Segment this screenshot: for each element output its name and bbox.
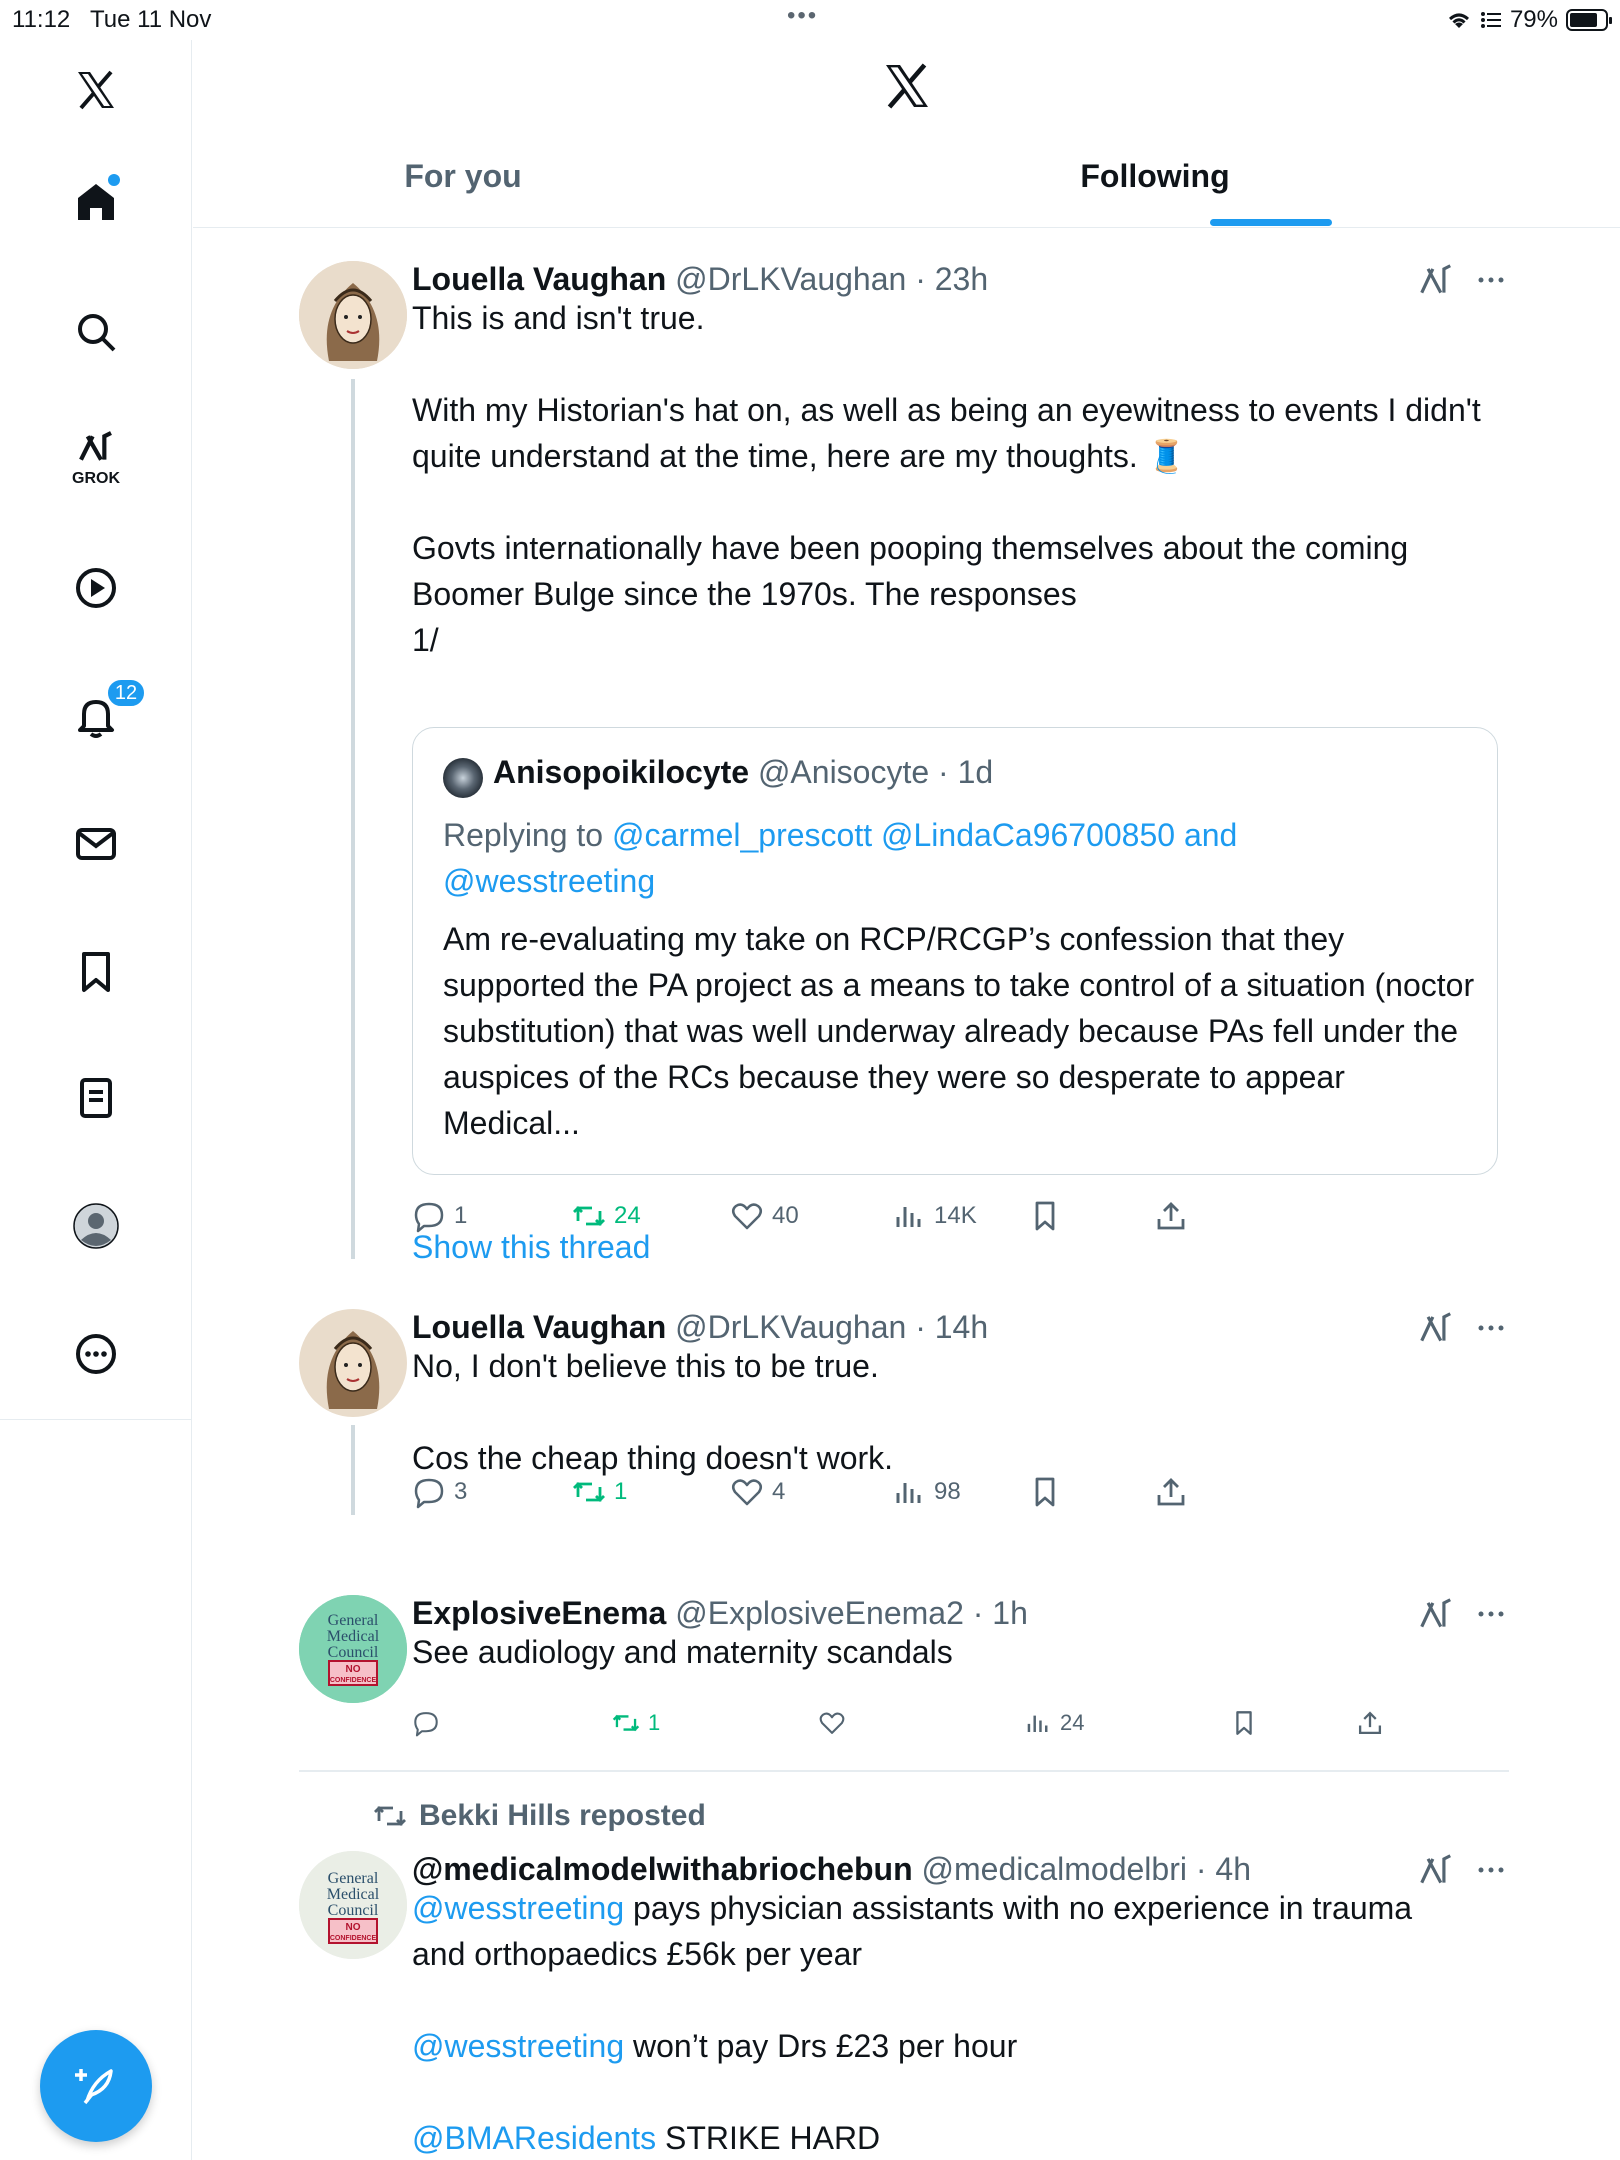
replying-prefix: Replying to — [443, 817, 612, 853]
share-button[interactable] — [1154, 1199, 1188, 1233]
more-options-icon[interactable] — [1473, 1596, 1509, 1632]
share-button[interactable] — [1356, 1709, 1384, 1737]
author-name[interactable]: Louella Vaughan — [412, 1309, 667, 1345]
post-text: This is and isn't true. With my Historian's hat on, as well as being an eyewitness to events I didn't quite understand at the time, here are my thoughts. 🧵 Govts internationally have been pooping themselves about the coming Boomer Bulge since the 1970s. The responses 1/ — [412, 300, 1481, 658]
post-top-icons — [1417, 261, 1509, 299]
like-button[interactable] — [730, 1475, 785, 1509]
avatar[interactable] — [299, 1851, 407, 1959]
status-date: Tue 11 Nov — [90, 6, 212, 33]
gmc-no-confidence-logo — [299, 1595, 407, 1703]
avatar[interactable] — [443, 758, 483, 798]
like-button[interactable] — [818, 1709, 846, 1737]
post-text-line: STRIKE HARD — [656, 2120, 881, 2156]
grok-icon — [72, 428, 120, 468]
svg-text:Council: Council — [327, 1902, 379, 1919]
mention-link[interactable]: @carmel_prescott — [611, 817, 873, 853]
view-count: 24 — [1060, 1710, 1085, 1735]
svg-text:General: General — [327, 1612, 379, 1629]
svg-text:Medical: Medical — [326, 1628, 380, 1645]
post-time[interactable]: 14h — [934, 1309, 989, 1345]
author-name[interactable]: ExplosiveEnema — [412, 1595, 667, 1631]
share-icon — [1356, 1709, 1384, 1737]
post-header — [412, 1309, 988, 1346]
mention-link[interactable]: @wesstreeting — [443, 863, 656, 899]
share-button[interactable] — [1154, 1475, 1188, 1509]
bookmark-icon — [1028, 1475, 1062, 1509]
repost-button[interactable] — [572, 1199, 641, 1233]
share-icon — [1154, 1199, 1188, 1233]
svg-text:General: General — [327, 1870, 379, 1887]
notifications-badge: 12 — [106, 678, 146, 708]
reply-count: 3 — [454, 1478, 468, 1505]
post-text-line: won’t pay Drs £23 per hour — [624, 2028, 1018, 2064]
avatar[interactable] — [299, 261, 407, 369]
repost-attribution — [373, 1799, 706, 1833]
post-time[interactable]: 1h — [992, 1595, 1028, 1631]
repost-count: 1 — [614, 1478, 628, 1505]
views-chart-icon — [1024, 1709, 1052, 1737]
repost-count: 24 — [614, 1202, 641, 1229]
author-handle[interactable]: @medicalmodelbri — [921, 1851, 1187, 1887]
author-name[interactable]: Louella Vaughan — [412, 261, 667, 297]
reply-icon — [412, 1199, 446, 1233]
more-options-icon[interactable] — [1473, 262, 1509, 298]
x-logo-icon[interactable] — [56, 50, 136, 130]
svg-text:NO: NO — [345, 1664, 361, 1675]
tab-for-you[interactable]: For you — [404, 158, 522, 194]
grok-icon[interactable] — [1417, 1309, 1455, 1347]
reply-count: 1 — [454, 1202, 468, 1229]
feather-plus-icon — [71, 2061, 121, 2111]
unread-dot — [108, 174, 120, 186]
more-options-icon[interactable] — [56, 1314, 136, 1394]
views-button[interactable] — [1024, 1709, 1084, 1737]
search-icon[interactable] — [56, 292, 136, 372]
sidebar-divider — [0, 1419, 192, 1420]
post-text-line: pays physician assistants with no experience in trauma — [624, 1890, 1413, 1926]
status-time: 11:12 — [12, 6, 71, 33]
reply-icon — [412, 1475, 446, 1509]
repost-count: 1 — [648, 1710, 661, 1735]
views-chart-icon — [892, 1199, 926, 1233]
post-time[interactable]: 23h — [934, 261, 989, 297]
like-button[interactable] — [730, 1199, 799, 1233]
bookmark-icon — [1028, 1199, 1062, 1233]
author-name: Anisopoikilocyte — [493, 754, 750, 790]
separator: · — [963, 1595, 993, 1631]
messages-envelope-icon[interactable] — [56, 804, 136, 884]
show-thread-link[interactable]: Show this thread — [412, 1229, 651, 1265]
author-handle: @Anisocyte — [757, 754, 930, 790]
more-options-icon[interactable] — [1473, 1310, 1509, 1346]
post-divider — [299, 1770, 1509, 1772]
like-count: 4 — [772, 1478, 786, 1505]
post-header — [412, 1595, 1028, 1632]
post-text — [412, 1885, 1512, 2160]
like-count: 40 — [772, 1202, 799, 1229]
quote-text: Am re-evaluating my take on RCP/RCGP’s confession that they supported the PA project as a means to take control of a situation (noctor substitution) that was well underway already because PAs fell under the auspices of the RCs because they were so desperate to appear Medical... — [443, 921, 1483, 1141]
wifi-icon — [1446, 9, 1472, 31]
author-handle[interactable]: @DrLKVaughan — [675, 1309, 907, 1345]
mention-link[interactable]: @wesstreeting — [412, 2028, 625, 2064]
thread-connector — [351, 1425, 355, 1515]
bookmarks-icon[interactable] — [56, 932, 136, 1012]
grok-label: GROK — [72, 470, 120, 487]
profile-avatar-icon[interactable] — [56, 1186, 136, 1266]
post-time: 1d — [957, 754, 994, 790]
x-logo-icon[interactable] — [879, 58, 935, 114]
more-options-icon[interactable] — [1473, 1852, 1509, 1888]
status-indicators — [1446, 6, 1608, 34]
focus-list-icon — [1480, 10, 1502, 30]
reply-icon — [412, 1709, 440, 1737]
battery-percent: 79% — [1509, 6, 1558, 33]
grok-icon[interactable] — [1417, 261, 1455, 299]
post-text: See audiology and maternity scandals — [412, 1634, 953, 1670]
repost-button[interactable] — [612, 1709, 660, 1737]
svg-text:Council: Council — [327, 1644, 379, 1661]
timeline-header — [193, 40, 1620, 228]
bookmark-button[interactable] — [1230, 1709, 1258, 1737]
svg-text:NO: NO — [345, 1922, 361, 1933]
author-handle[interactable]: @ExplosiveEnema2 — [675, 1595, 964, 1631]
view-count: 14K — [934, 1202, 977, 1229]
reply-button[interactable] — [412, 1199, 467, 1233]
post-text-line: and orthopaedics £56k per year — [412, 1936, 863, 1972]
bookmark-icon — [1230, 1709, 1258, 1737]
post-top-icons — [1417, 1595, 1509, 1633]
separator: · — [906, 1309, 935, 1345]
video-play-icon[interactable] — [56, 548, 136, 628]
repost-icon — [572, 1199, 606, 1233]
tab-following[interactable]: Following — [1080, 158, 1230, 194]
replying-and: and — [1175, 817, 1238, 853]
sidebar-nav — [0, 40, 192, 2160]
mention-link[interactable]: @BMAResidents — [412, 2120, 657, 2156]
svg-text:CONFIDENCE: CONFIDENCE — [329, 1677, 377, 1684]
author-handle[interactable]: @DrLKVaughan — [675, 261, 907, 297]
views-chart-icon — [892, 1475, 926, 1509]
active-tab-indicator — [1210, 219, 1332, 226]
views-button[interactable] — [892, 1475, 961, 1509]
post-actions — [412, 1709, 1312, 1749]
grok-icon[interactable] — [1417, 1595, 1455, 1633]
repost-icon — [572, 1475, 606, 1509]
author-name[interactable]: @medicalmodelwithabriochebun — [412, 1851, 913, 1887]
status-bar — [0, 0, 1620, 40]
notifications-bell-icon[interactable] — [56, 676, 136, 756]
reply-button[interactable] — [412, 1475, 467, 1509]
heart-icon — [818, 1709, 846, 1737]
battery-icon — [1566, 9, 1608, 31]
compose-post-button[interactable] — [40, 2030, 152, 2142]
repost-icon — [373, 1799, 407, 1833]
avatar[interactable] — [299, 1309, 407, 1417]
home-icon[interactable] — [56, 162, 136, 242]
mention-link[interactable]: @wesstreeting — [412, 1890, 625, 1926]
quoted-post[interactable] — [412, 727, 1498, 1175]
post-louella-2[interactable] — [299, 1309, 1509, 1505]
grok-nav-item[interactable] — [56, 418, 136, 498]
replying-to — [443, 812, 1483, 904]
post-medicalmodel[interactable] — [299, 1851, 1509, 2160]
separator: · — [929, 754, 958, 790]
mention-link[interactable]: @LindaCa96700850 — [881, 817, 1176, 853]
bookmark-button[interactable] — [1028, 1475, 1062, 1509]
post-text: No, I don't believe this to be true. Cos the cheap thing doesn't work. — [412, 1348, 894, 1476]
post-louella-1[interactable] — [299, 261, 1509, 1229]
timeline-feed — [193, 229, 1620, 2160]
post-top-icons — [1417, 1309, 1509, 1347]
grok-icon[interactable] — [1417, 1851, 1455, 1889]
post-header — [412, 1851, 1251, 1888]
multitasking-dots[interactable]: ••• — [787, 2, 819, 29]
gmc-no-confidence-logo — [299, 1851, 407, 1959]
svg-text:CONFIDENCE: CONFIDENCE — [329, 1935, 377, 1942]
share-icon — [1154, 1475, 1188, 1509]
post-time[interactable]: 4h — [1215, 1851, 1251, 1887]
repost-icon — [612, 1709, 640, 1737]
post-explosiveenema[interactable] — [299, 1595, 1509, 1745]
reposted-by[interactable]: Bekki Hills reposted — [419, 1799, 706, 1832]
quote-header — [493, 754, 993, 791]
lists-icon[interactable] — [56, 1058, 136, 1138]
separator: · — [906, 261, 935, 297]
views-button[interactable] — [892, 1199, 977, 1233]
post-actions — [412, 1475, 1312, 1515]
reply-button[interactable] — [412, 1709, 440, 1737]
thread-connector — [351, 379, 355, 1259]
avatar[interactable] — [299, 1595, 407, 1703]
svg-text:Medical: Medical — [326, 1886, 380, 1903]
post-header — [412, 261, 988, 298]
bookmark-button[interactable] — [1028, 1199, 1062, 1233]
heart-icon — [730, 1475, 764, 1509]
separator: · — [1186, 1851, 1216, 1887]
post-top-icons — [1417, 1851, 1509, 1889]
view-count: 98 — [934, 1478, 961, 1505]
repost-button[interactable] — [572, 1475, 627, 1509]
heart-icon — [730, 1199, 764, 1233]
